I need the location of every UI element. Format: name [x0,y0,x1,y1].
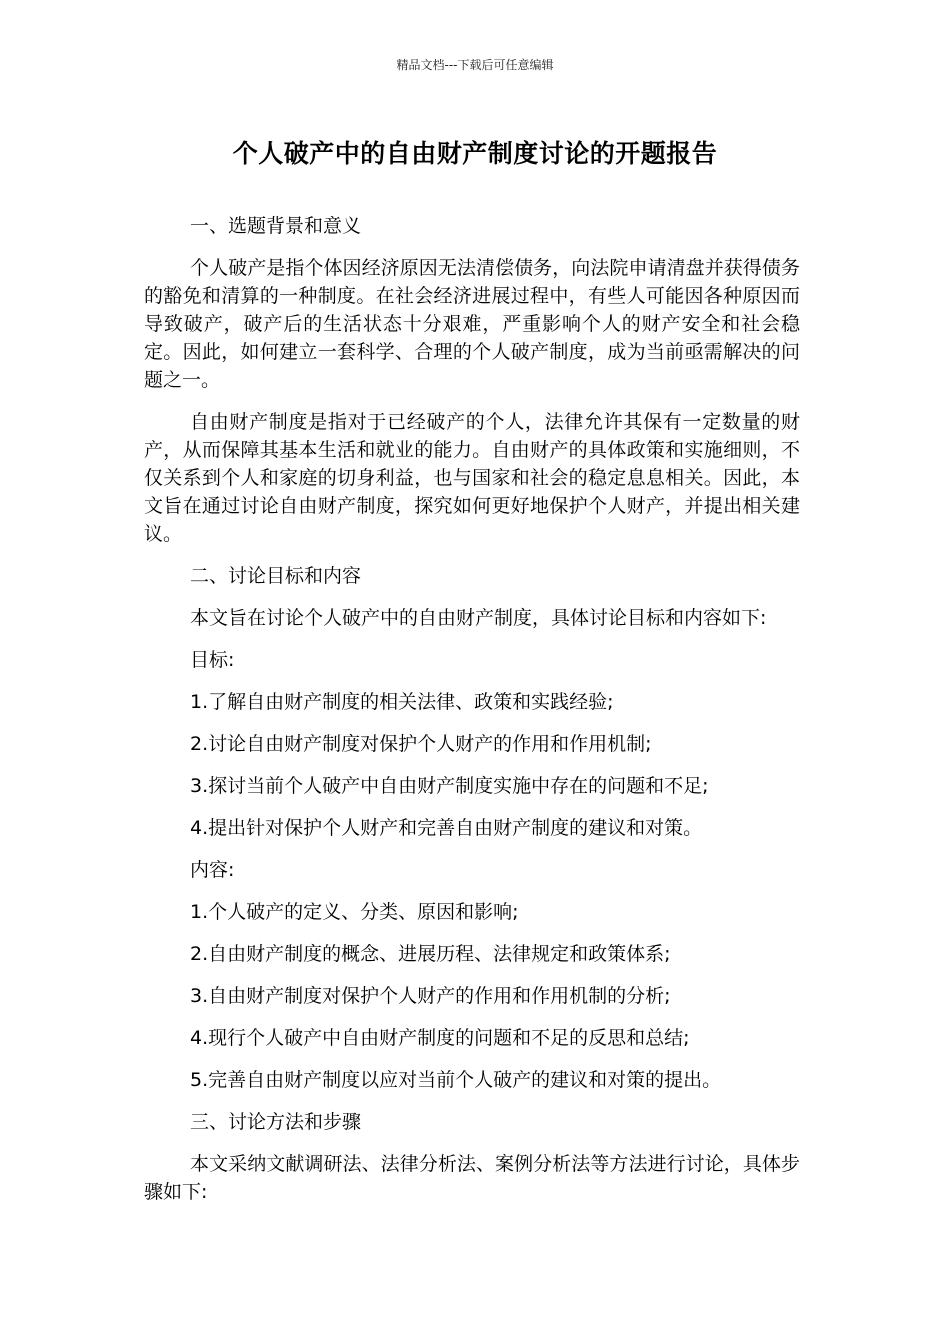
section-heading-methods: 三、讨论方法和步骤 [190,1111,362,1133]
paragraph-goals-intro: 本文旨在讨论个人破产中的自由财产制度，具体讨论目标和内容如下: [190,607,767,629]
section-heading-background: 一、选题背景和意义 [190,215,362,237]
paragraph-background-1: 个人破产是指个体因经济原因无法清偿债务，向法院申请清盘并获得债务的豁免和清算的一种制度。在社会经济进展过程中，有些人可能因各种原因而导致破产，破产后的生活状态十分艰难，严重影响个人的财产安全和社会稳定。因此，如何建立一套科学、合理的个人破产制度，成为当前亟需解决的问题之一。 [144,257,800,391]
goal-item-3: 3.探讨当前个人破产中自由财产制度实施中存在的问题和不足; [190,775,709,797]
content-item-1: 1.个人破产的定义、分类、原因和影响; [190,901,519,923]
goal-item-1: 1.了解自由财产制度的相关法律、政策和实践经验; [190,691,614,713]
document-body [144,212,800,1220]
goal-item-2: 2.讨论自由财产制度对保护个人财产的作用和作用机制; [190,733,652,755]
content-item-2: 2.自由财产制度的概念、进展历程、法律规定和政策体系; [190,943,671,965]
content-item-3: 3.自由财产制度对保护个人财产的作用和作用机制的分析; [190,985,671,1007]
goals-label: 目标: [190,649,235,671]
paragraph-methods-intro: 本文采纳文献调研法、法律分析法、案例分析法等方法进行讨论，具体步骤如下: [144,1153,800,1203]
section-heading-goals: 二、讨论目标和内容 [190,565,362,587]
document-title: 个人破产中的自由财产制度讨论的开题报告 [232,139,718,168]
content-item-5: 5.完善自由财产制度以应对当前个人破产的建议和对策的提出。 [190,1069,722,1091]
content-item-4: 4.现行个人破产中自由财产制度的问题和不足的反思和总结; [190,1027,690,1049]
content-label: 内容: [190,859,235,881]
header-note: 精品文档---下载后可任意编辑 [396,58,554,72]
goal-item-4: 4.提出针对保护个人财产和完善自由财产制度的建议和对策。 [190,817,703,839]
paragraph-background-2: 自由财产制度是指对于已经破产的个人，法律允许其保有一定数量的财产，从而保障其基本生活和就业的能力。自由财产的具体政策和实施细则，不仅关系到个人和家庭的切身利益，也与国家和社会的稳定息息相关。因此，本文旨在通过讨论自由财产制度，探究如何更好地保护个人财产，并提出相关建议。 [144,411,800,545]
